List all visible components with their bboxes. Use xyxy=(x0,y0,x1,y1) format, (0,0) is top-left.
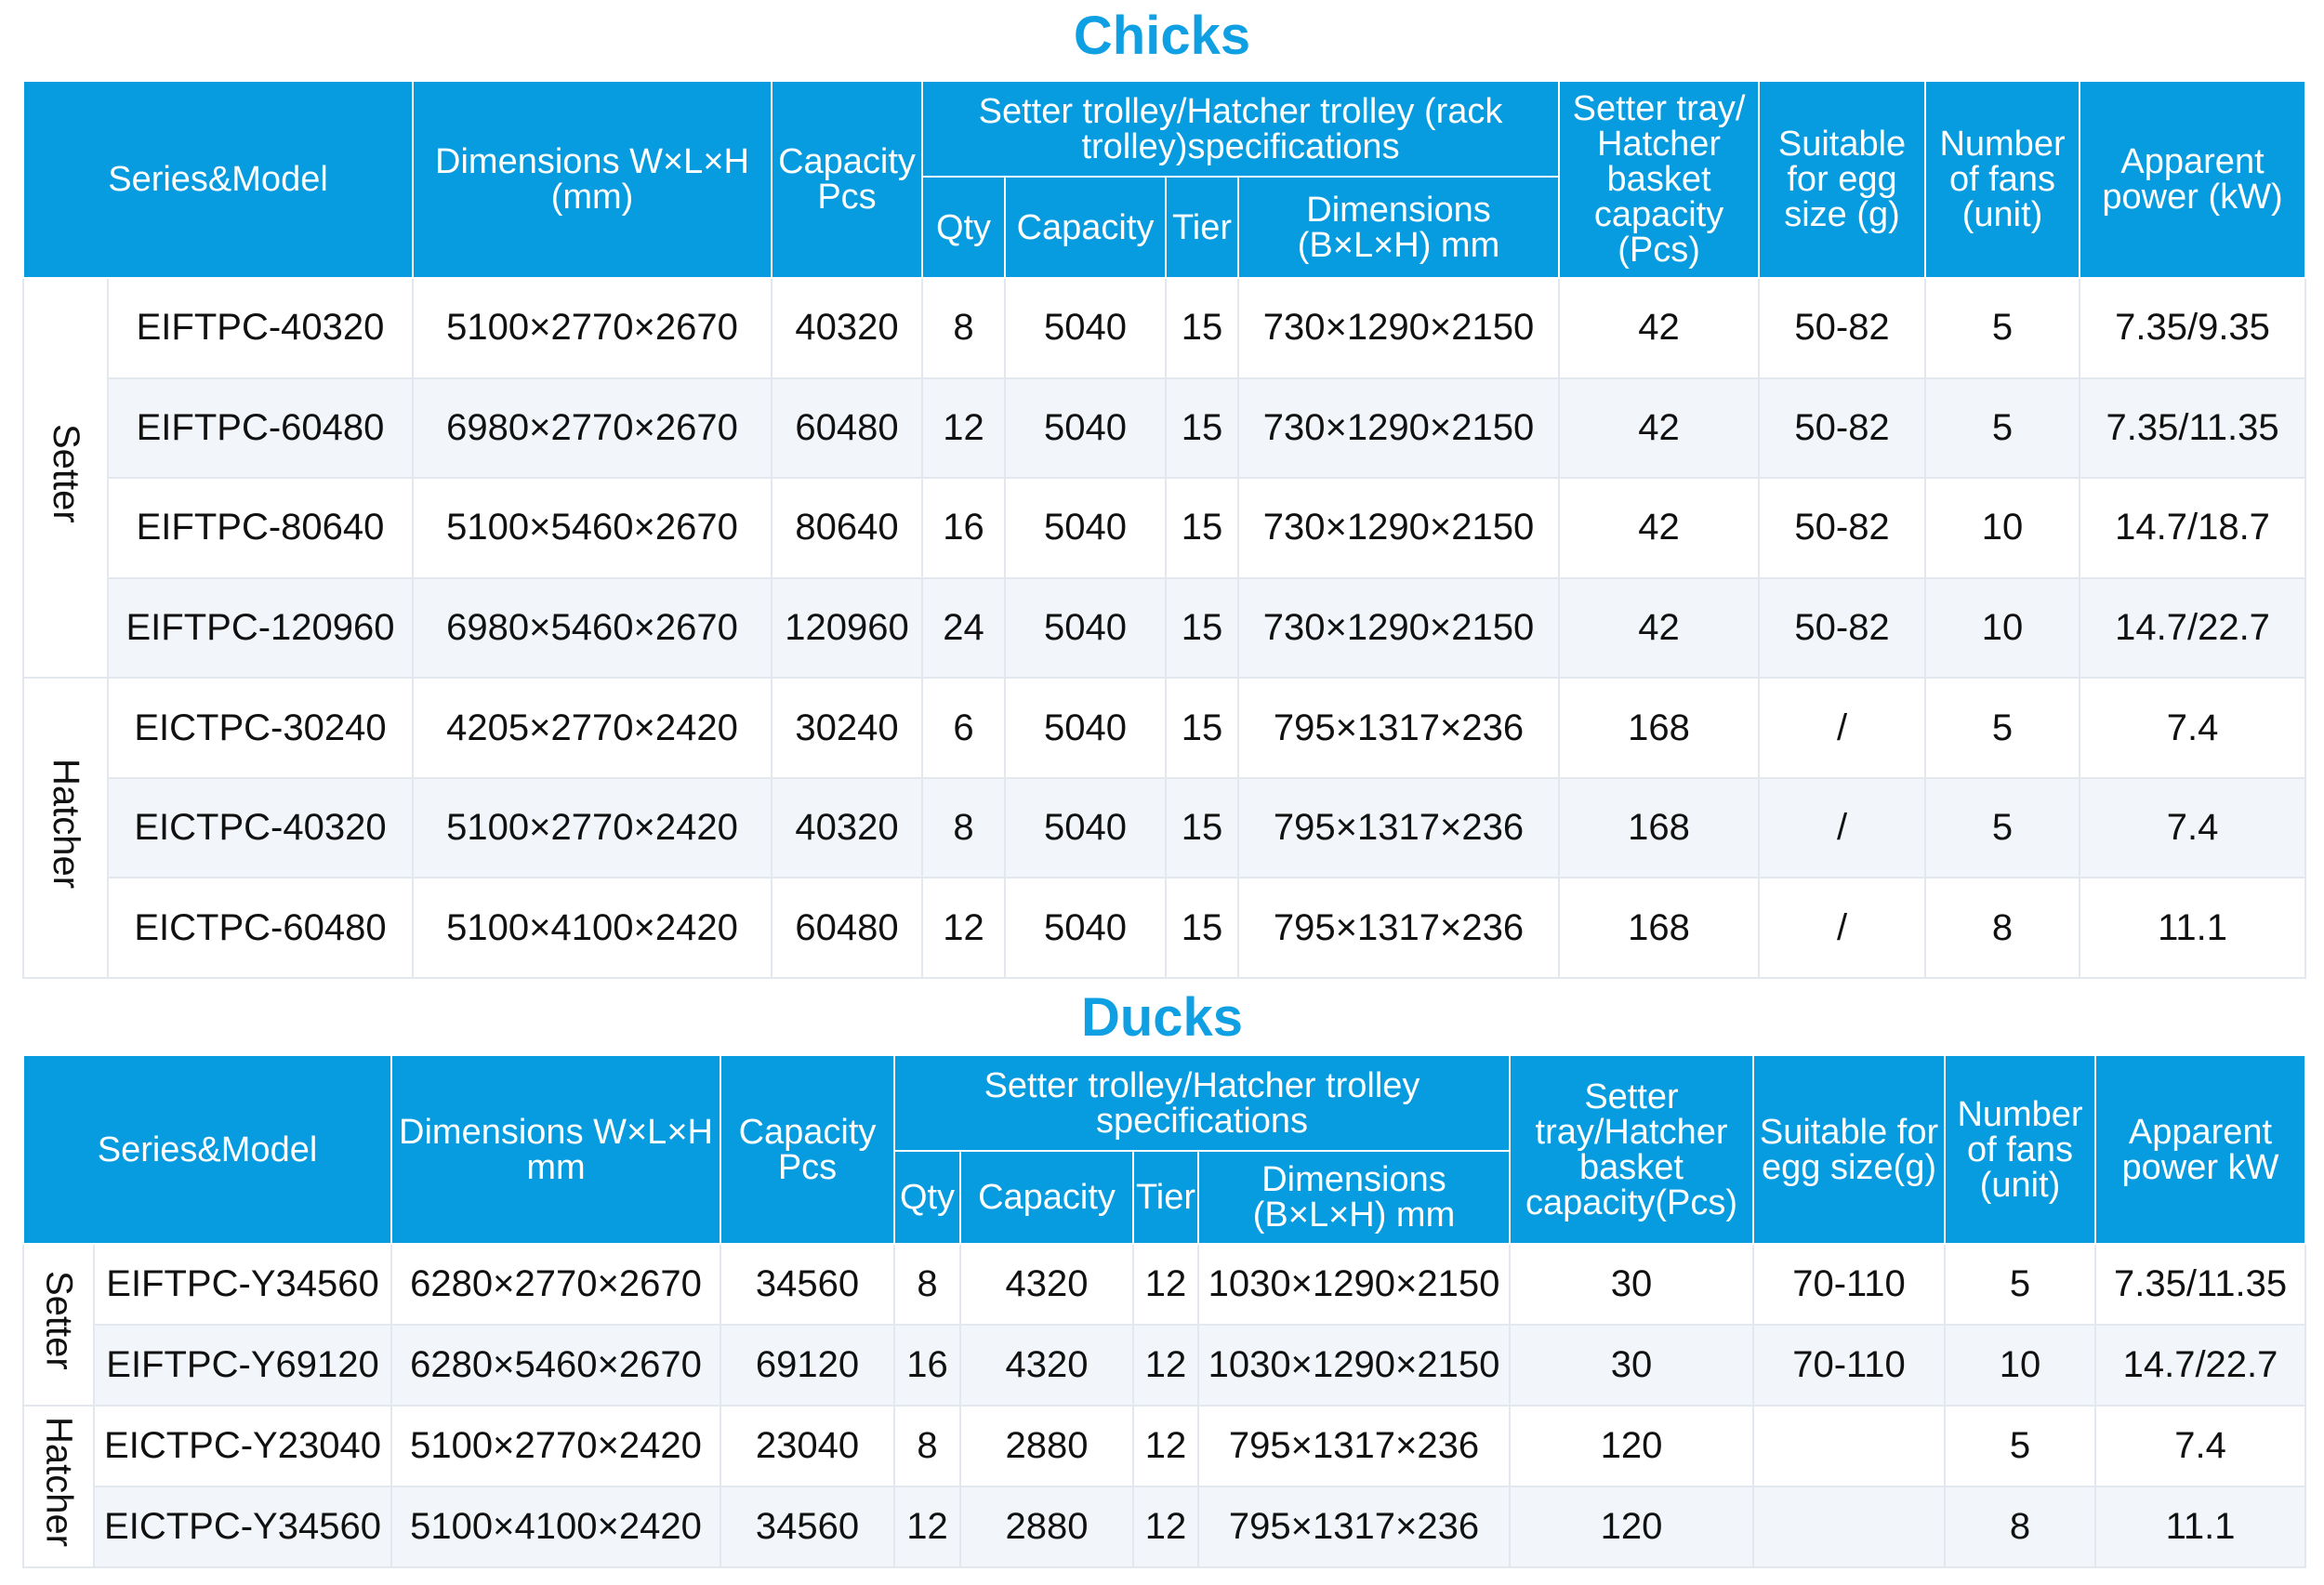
qty-cell: 16 xyxy=(894,1325,960,1406)
header-dimensions: Dimensions W×L×H mm xyxy=(391,1055,720,1244)
tray-capacity-cell: 42 xyxy=(1559,278,1759,378)
dimensions-cell: 6980×2770×2670 xyxy=(413,378,772,479)
header-dimensions: Dimensions W×L×H (mm) xyxy=(413,81,772,278)
table-row xyxy=(23,678,2305,778)
qty-cell: 12 xyxy=(922,878,1005,978)
trolley-capacity-cell: 5040 xyxy=(1005,478,1166,578)
capacity-cell: 69120 xyxy=(720,1325,894,1406)
table-row xyxy=(23,1486,2305,1567)
trolley-dimensions-cell: 1030×1290×2150 xyxy=(1198,1325,1510,1406)
tier-cell: 12 xyxy=(1133,1406,1198,1486)
fans-cell: 5 xyxy=(1925,278,2080,378)
capacity-cell: 80640 xyxy=(772,478,922,578)
trolley-dimensions-cell: 795×1317×236 xyxy=(1198,1486,1510,1567)
tier-cell: 15 xyxy=(1166,578,1238,679)
header-trolley-capacity: Capacity xyxy=(1005,177,1166,278)
tray-capacity-cell: 168 xyxy=(1559,878,1759,978)
tier-cell: 15 xyxy=(1166,678,1238,778)
capacity-cell: 60480 xyxy=(772,378,922,479)
header-series-model: Series&Model xyxy=(23,81,413,278)
header-power: Apparent power (kW) xyxy=(2080,81,2305,278)
header-tray-capacity: Setter tray/ Hatcher basket capacity (Pcs) xyxy=(1559,81,1759,278)
trolley-capacity-cell: 4320 xyxy=(960,1325,1133,1406)
qty-cell: 8 xyxy=(894,1406,960,1486)
qty-cell: 16 xyxy=(922,478,1005,578)
power-cell: 14.7/22.7 xyxy=(2095,1325,2305,1406)
header-series-model: Series&Model xyxy=(23,1055,391,1244)
power-cell: 14.7/22.7 xyxy=(2080,578,2305,679)
table-row xyxy=(23,578,2305,679)
power-cell: 7.4 xyxy=(2095,1406,2305,1486)
trolley-dimensions-cell: 730×1290×2150 xyxy=(1238,278,1559,378)
power-cell: 11.1 xyxy=(2080,878,2305,978)
dimensions-cell: 6980×5460×2670 xyxy=(413,578,772,679)
chicks-title: Chicks xyxy=(1073,6,1251,66)
power-cell: 7.35/11.35 xyxy=(2095,1244,2305,1325)
table-row xyxy=(23,478,2305,578)
header-capacity: Capacity Pcs xyxy=(720,1055,894,1244)
trolley-capacity-cell: 2880 xyxy=(960,1406,1133,1486)
trolley-capacity-cell: 5040 xyxy=(1005,678,1166,778)
chicks-table-body xyxy=(23,278,2305,978)
power-cell: 7.35/9.35 xyxy=(2080,278,2305,378)
capacity-cell: 40320 xyxy=(772,278,922,378)
tray-capacity-cell: 120 xyxy=(1510,1486,1753,1567)
qty-cell: 8 xyxy=(894,1244,960,1325)
power-cell: 7.35/11.35 xyxy=(2080,378,2305,479)
power-cell: 7.4 xyxy=(2080,678,2305,778)
egg-size-cell xyxy=(1753,1486,1945,1567)
trolley-dimensions-cell: 795×1317×236 xyxy=(1238,678,1559,778)
header-egg-size: Suitable for egg size(g) xyxy=(1753,1055,1945,1244)
model-cell: EICTPC-Y34560 xyxy=(94,1486,391,1567)
tray-capacity-cell: 42 xyxy=(1559,478,1759,578)
trolley-capacity-cell: 5040 xyxy=(1005,778,1166,878)
trolley-capacity-cell: 5040 xyxy=(1005,578,1166,679)
tier-cell: 12 xyxy=(1133,1244,1198,1325)
qty-cell: 24 xyxy=(922,578,1005,679)
egg-size-cell: 70-110 xyxy=(1753,1244,1945,1325)
fans-cell: 10 xyxy=(1945,1325,2095,1406)
capacity-cell: 34560 xyxy=(720,1486,894,1567)
dimensions-cell: 5100×4100×2420 xyxy=(413,878,772,978)
header-qty: Qty xyxy=(894,1151,960,1244)
table-row xyxy=(23,878,2305,978)
fans-cell: 8 xyxy=(1945,1486,2095,1567)
header-qty: Qty xyxy=(922,177,1005,278)
trolley-capacity-cell: 2880 xyxy=(960,1486,1133,1567)
row-group-label xyxy=(23,1244,94,1406)
tray-capacity-cell: 168 xyxy=(1559,778,1759,878)
table-row xyxy=(23,1325,2305,1406)
tray-capacity-cell: 30 xyxy=(1510,1244,1753,1325)
tray-capacity-cell: 42 xyxy=(1559,378,1759,479)
tray-capacity-cell: 120 xyxy=(1510,1406,1753,1486)
tier-cell: 15 xyxy=(1166,778,1238,878)
table-row xyxy=(23,1406,2305,1486)
model-cell: EIFTPC-120960 xyxy=(108,578,413,679)
header-tray-capacity: Setter tray/Hatcher basket capacity(Pcs) xyxy=(1510,1055,1753,1244)
model-cell: EICTPC-Y23040 xyxy=(94,1406,391,1486)
dimensions-cell: 5100×5460×2670 xyxy=(413,478,772,578)
trolley-dimensions-cell: 1030×1290×2150 xyxy=(1198,1244,1510,1325)
table-row xyxy=(23,1244,2305,1325)
table-row xyxy=(23,778,2305,878)
ducks-table-body xyxy=(23,1244,2305,1567)
qty-cell: 8 xyxy=(922,778,1005,878)
power-cell: 7.4 xyxy=(2080,778,2305,878)
model-cell: EIFTPC-80640 xyxy=(108,478,413,578)
dimensions-cell: 6280×5460×2670 xyxy=(391,1325,720,1406)
header-fans: Number of fans (unit) xyxy=(1945,1055,2095,1244)
trolley-capacity-cell: 5040 xyxy=(1005,278,1166,378)
fans-cell: 5 xyxy=(1925,778,2080,878)
tier-cell: 15 xyxy=(1166,478,1238,578)
header-trolley-capacity: Capacity xyxy=(960,1151,1133,1244)
header-capacity: Capacity Pcs xyxy=(772,81,922,278)
row-group-label-text: Setter xyxy=(46,423,86,523)
egg-size-cell xyxy=(1753,1406,1945,1486)
fans-cell: 5 xyxy=(1945,1244,2095,1325)
trolley-dimensions-cell: 795×1317×236 xyxy=(1238,778,1559,878)
tier-cell: 12 xyxy=(1133,1486,1198,1567)
capacity-cell: 34560 xyxy=(720,1244,894,1325)
table-row xyxy=(23,278,2305,378)
fans-cell: 10 xyxy=(1925,578,2080,679)
model-cell: EIFTPC-Y69120 xyxy=(94,1325,391,1406)
row-group-label xyxy=(23,278,108,678)
qty-cell: 8 xyxy=(922,278,1005,378)
qty-cell: 6 xyxy=(922,678,1005,778)
row-group-label xyxy=(23,678,108,978)
model-cell: EICTPC-60480 xyxy=(108,878,413,978)
model-cell: EIFTPC-Y34560 xyxy=(94,1244,391,1325)
trolley-dimensions-cell: 730×1290×2150 xyxy=(1238,378,1559,479)
dimensions-cell: 5100×2770×2420 xyxy=(413,778,772,878)
capacity-cell: 120960 xyxy=(772,578,922,679)
fans-cell: 8 xyxy=(1925,878,2080,978)
header-egg-size: Suitable for egg size (g) xyxy=(1759,81,1925,278)
header-fans: Number of fans (unit) xyxy=(1925,81,2080,278)
trolley-capacity-cell: 5040 xyxy=(1005,378,1166,479)
model-cell: EIFTPC-40320 xyxy=(108,278,413,378)
row-group-label-text: Hatcher xyxy=(46,758,86,889)
dimensions-cell: 6280×2770×2670 xyxy=(391,1244,720,1325)
ducks-title: Ducks xyxy=(1080,987,1244,1048)
tier-cell: 12 xyxy=(1133,1325,1198,1406)
egg-size-cell: 50-82 xyxy=(1759,378,1925,479)
header-trolley-spec: Setter trolley/Hatcher trolley (rack trolley)specifications xyxy=(922,81,1559,177)
row-group-label-text: Setter xyxy=(38,1270,80,1370)
trolley-dimensions-cell: 795×1317×236 xyxy=(1238,878,1559,978)
egg-size-cell: / xyxy=(1759,878,1925,978)
dimensions-cell: 5100×2770×2420 xyxy=(391,1406,720,1486)
header-tier: Tier xyxy=(1166,177,1238,278)
power-cell: 11.1 xyxy=(2095,1486,2305,1567)
model-cell: EIFTPC-60480 xyxy=(108,378,413,479)
chicks-spec-table xyxy=(22,80,2306,979)
qty-cell: 12 xyxy=(894,1486,960,1567)
egg-size-cell: 70-110 xyxy=(1753,1325,1945,1406)
tray-capacity-cell: 168 xyxy=(1559,678,1759,778)
egg-size-cell: 50-82 xyxy=(1759,578,1925,679)
header-trolley-dimensions: Dimensions (B×L×H) mm xyxy=(1198,1151,1510,1244)
header-trolley-spec: Setter trolley/Hatcher trolley specifications xyxy=(894,1055,1510,1151)
trolley-dimensions-cell: 730×1290×2150 xyxy=(1238,578,1559,679)
header-trolley-dimensions: Dimensions (B×L×H) mm xyxy=(1238,177,1559,278)
fans-cell: 5 xyxy=(1925,378,2080,479)
trolley-dimensions-cell: 795×1317×236 xyxy=(1198,1406,1510,1486)
trolley-capacity-cell: 5040 xyxy=(1005,878,1166,978)
model-cell: EICTPC-40320 xyxy=(108,778,413,878)
capacity-cell: 40320 xyxy=(772,778,922,878)
tier-cell: 15 xyxy=(1166,878,1238,978)
tier-cell: 15 xyxy=(1166,378,1238,479)
egg-size-cell: / xyxy=(1759,778,1925,878)
header-tier: Tier xyxy=(1133,1151,1198,1244)
ducks-spec-table xyxy=(22,1054,2306,1568)
tray-capacity-cell: 42 xyxy=(1559,578,1759,679)
tier-cell: 15 xyxy=(1166,278,1238,378)
power-cell: 14.7/18.7 xyxy=(2080,478,2305,578)
capacity-cell: 60480 xyxy=(772,878,922,978)
fans-cell: 5 xyxy=(1925,678,2080,778)
dimensions-cell: 4205×2770×2420 xyxy=(413,678,772,778)
capacity-cell: 23040 xyxy=(720,1406,894,1486)
model-cell: EICTPC-30240 xyxy=(108,678,413,778)
dimensions-cell: 5100×4100×2420 xyxy=(391,1486,720,1567)
egg-size-cell: / xyxy=(1759,678,1925,778)
trolley-dimensions-cell: 730×1290×2150 xyxy=(1238,478,1559,578)
row-group-label-text: Hatcher xyxy=(38,1416,80,1548)
egg-size-cell: 50-82 xyxy=(1759,278,1925,378)
header-power: Apparent power kW xyxy=(2095,1055,2305,1244)
tray-capacity-cell: 30 xyxy=(1510,1325,1753,1406)
dimensions-cell: 5100×2770×2670 xyxy=(413,278,772,378)
egg-size-cell: 50-82 xyxy=(1759,478,1925,578)
fans-cell: 10 xyxy=(1925,478,2080,578)
qty-cell: 12 xyxy=(922,378,1005,479)
trolley-capacity-cell: 4320 xyxy=(960,1244,1133,1325)
row-group-label xyxy=(23,1406,94,1567)
capacity-cell: 30240 xyxy=(772,678,922,778)
fans-cell: 5 xyxy=(1945,1406,2095,1486)
table-row xyxy=(23,378,2305,479)
